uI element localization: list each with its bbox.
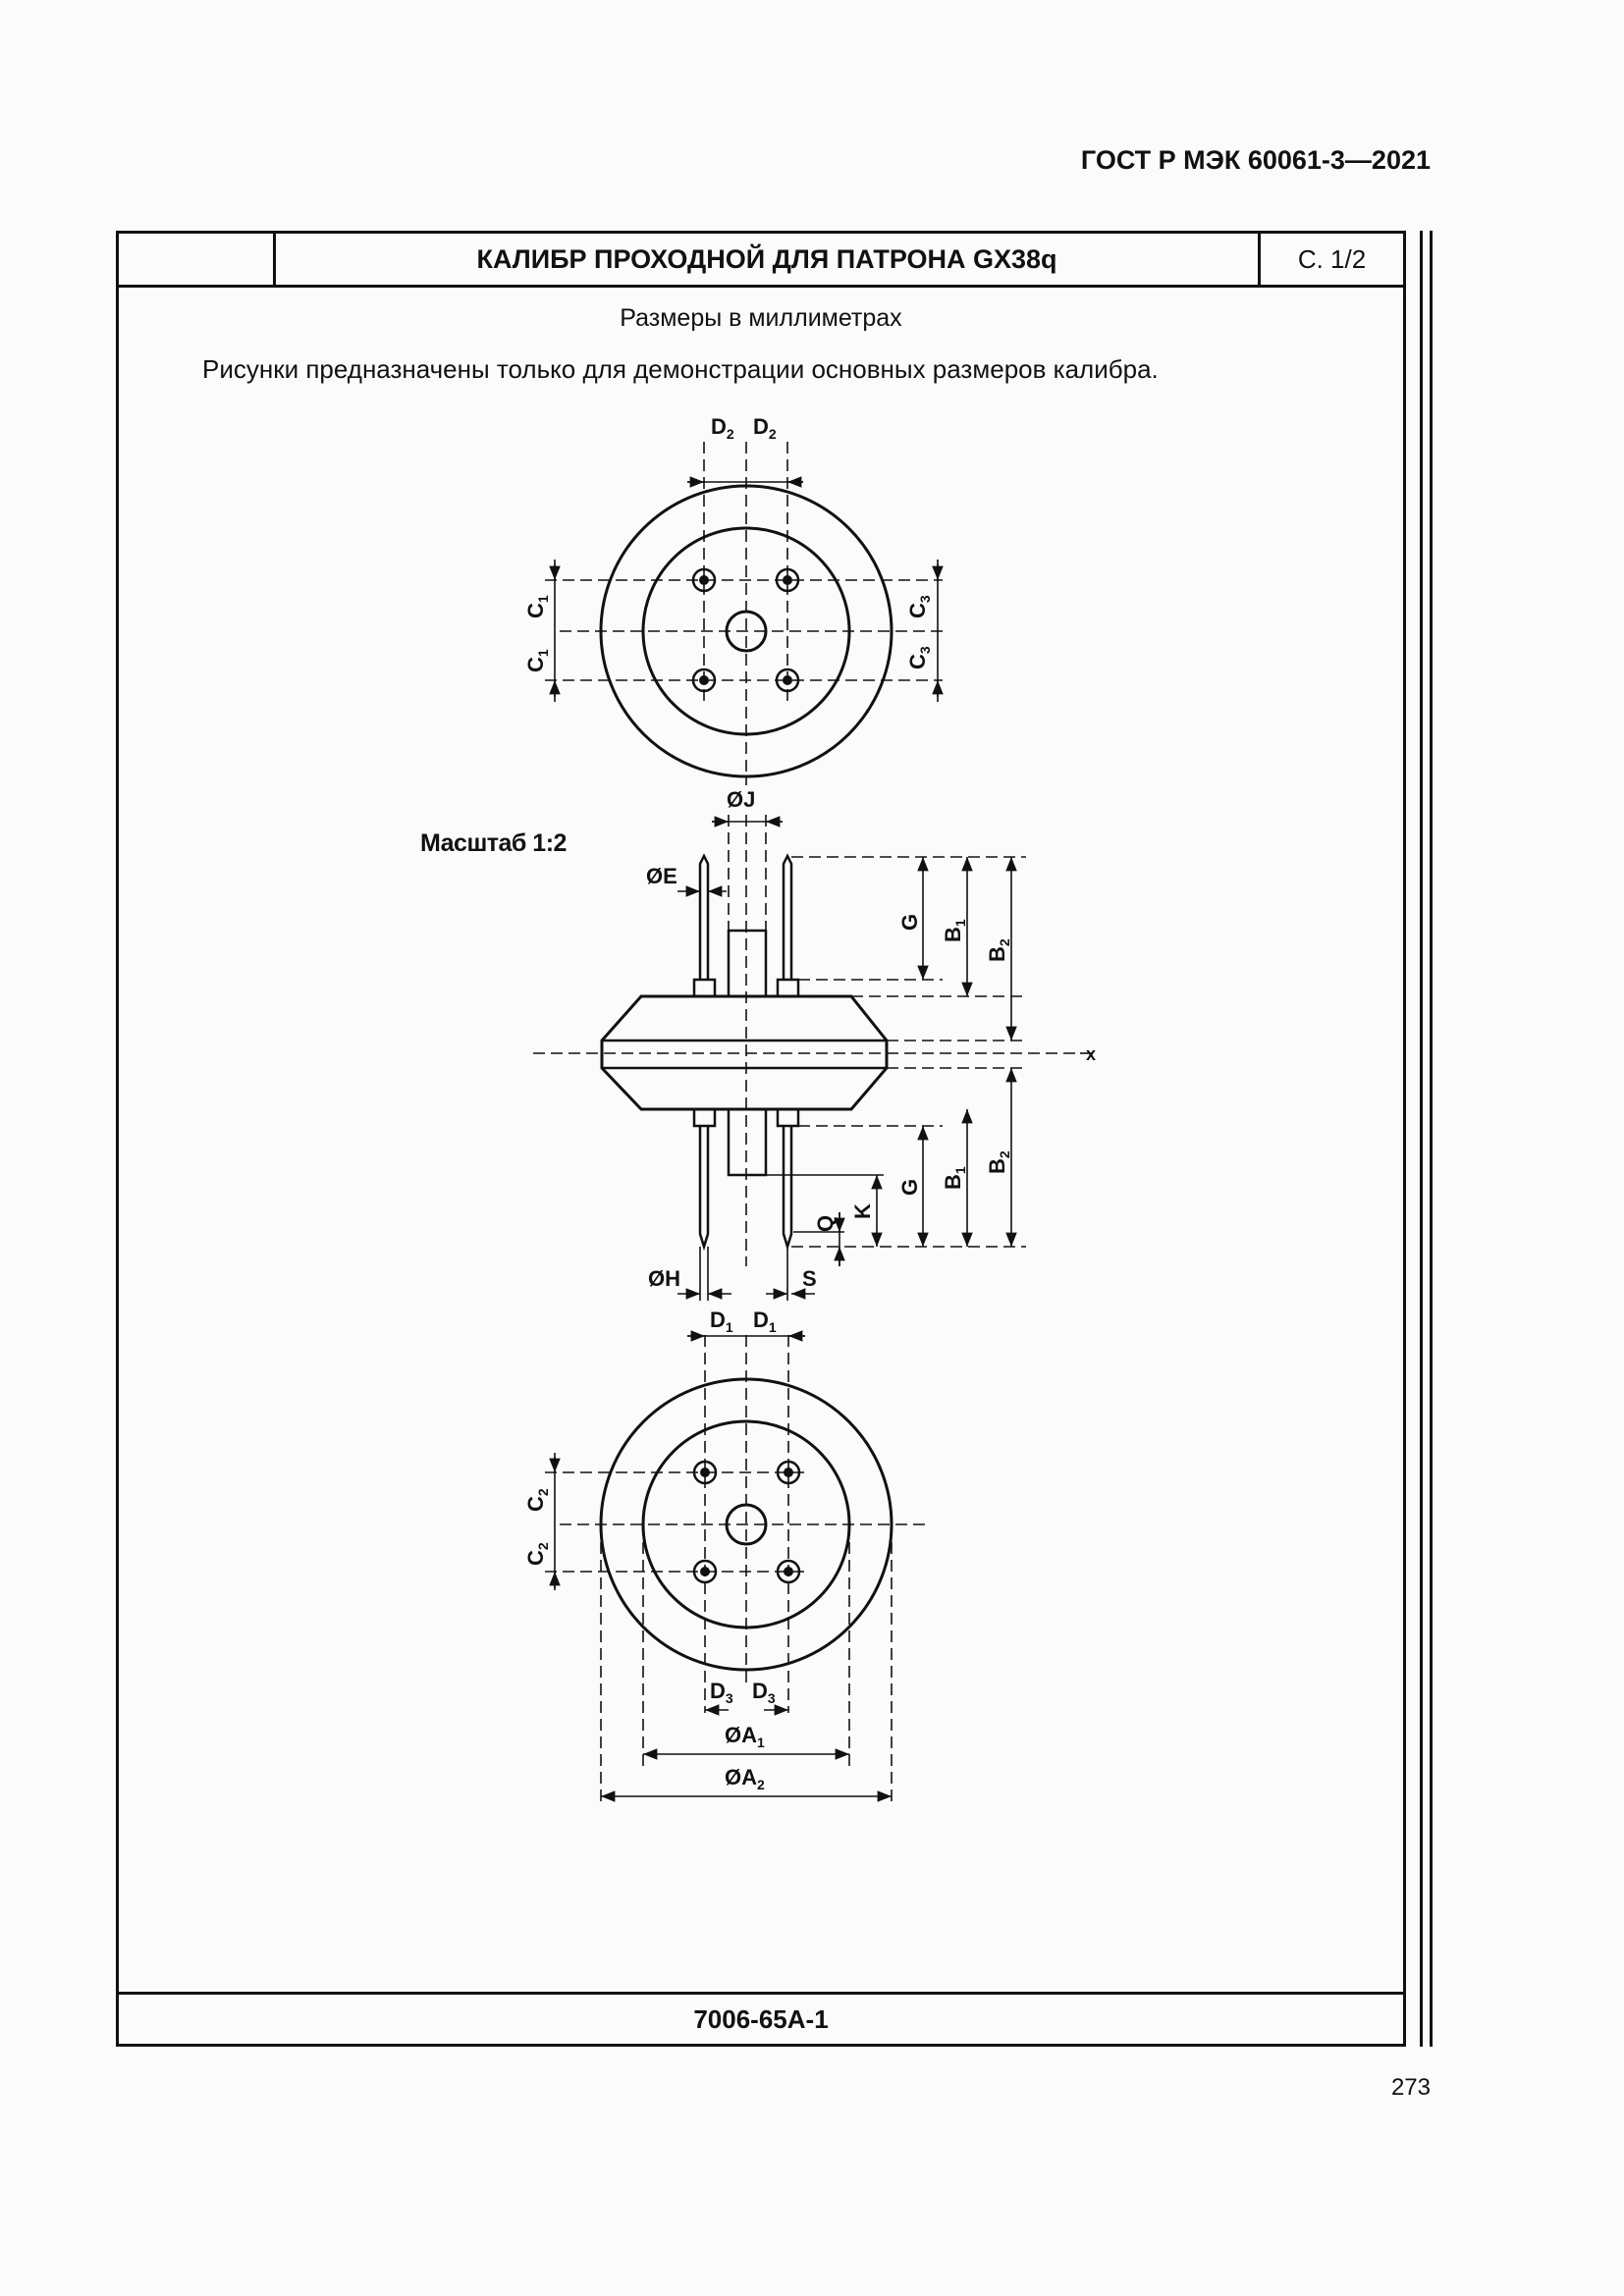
sheet-page: С. 1/2 — [1297, 243, 1367, 274]
label-b1: $B_1$ — [941, 919, 968, 942]
sheet-title: КАЛИБР ПРОХОДНОЙ ДЛЯ ПАТРОНА GX38q — [276, 234, 1261, 285]
dimension-labels — [523, 414, 1096, 1792]
label-d1: $D_1$ — [753, 1308, 777, 1335]
label-d3: $D_3$ — [710, 1679, 733, 1706]
label-c1: $C_1$ — [523, 649, 551, 672]
label-g: G — [897, 1178, 922, 1196]
label-c2: $C_2$ — [523, 1488, 551, 1512]
label-c3: $C_3$ — [905, 595, 933, 618]
label-e: ØE — [646, 864, 677, 888]
sheet-code: 7006-65A-1 — [119, 1992, 1403, 2044]
document-code: ГОСТ Р МЭК 60061-3—2021 — [1080, 145, 1431, 175]
label-d2: $D_2$ — [711, 414, 734, 442]
label-b2: $B_2$ — [985, 938, 1012, 962]
label-d1: $D_1$ — [710, 1308, 733, 1335]
units-note: Размеры в миллиметрах — [620, 304, 902, 332]
scale-label: Масштаб 1:2 — [420, 829, 567, 857]
label-b1: $B_1$ — [941, 1166, 968, 1190]
label-d3: $D_3$ — [752, 1679, 776, 1706]
label-b2: $B_2$ — [985, 1150, 1012, 1174]
label-h: ØH — [648, 1266, 680, 1291]
label-c3: $C_3$ — [905, 646, 933, 669]
label-c2: $C_2$ — [523, 1542, 551, 1566]
label-c1: $C_1$ — [523, 595, 551, 618]
label-j: ØJ — [727, 787, 756, 812]
label-k: K — [850, 1203, 875, 1219]
label-g: G — [897, 913, 922, 931]
label-a1: $ØA_1$ — [725, 1723, 765, 1750]
top-view — [545, 442, 943, 785]
demonstration-note: Рисунки предназначены только для демонстрации основных размеров калибра. — [202, 354, 1159, 384]
label-axis-x: x — [1086, 1044, 1097, 1064]
label-d2: $D_2$ — [753, 414, 777, 442]
label-a2: $ØA_2$ — [725, 1765, 765, 1792]
label-s: S — [802, 1266, 817, 1291]
page-number: 273 — [1390, 2074, 1431, 2101]
label-q: Q — [813, 1214, 838, 1232]
